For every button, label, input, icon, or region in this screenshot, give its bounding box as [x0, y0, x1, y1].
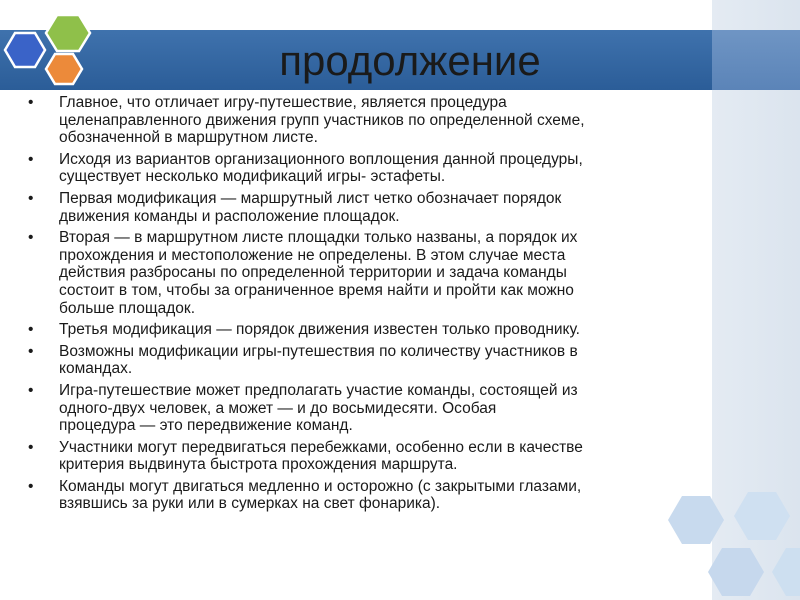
decorative-hexagon-icon	[708, 548, 764, 596]
bullet-text: Исходя из вариантов организационного воплощения данной процедуры, существует несколько модификаций игры- эстафеты.	[59, 150, 583, 186]
bullet-text: Участники могут передвигаться перебежками, особенно если в качестве критерия выдвинута быстрота прохождения маршрута.	[59, 438, 583, 474]
list-item	[28, 151, 748, 186]
bullet-icon: •	[28, 438, 34, 456]
bullet-icon: •	[28, 321, 34, 339]
bullet-text: Главное, что отличает игру-путешествие, является процедура целенаправленного движения групп участников по определенной схеме, обозначенной в маршрутном листе.	[59, 94, 585, 147]
bullet-text: Игра-путешествие может предполагать участие команды, состоящей из одного-двух человек, а может — и до восьмидесяти. Особая процедура — это передвижение команд.	[59, 381, 578, 435]
bullet-text: Возможны модификации игры-путешествия по количеству участников в командах.	[59, 342, 578, 378]
bullet-icon: •	[28, 94, 34, 111]
list-item	[28, 229, 748, 317]
bullet-icon: •	[28, 477, 34, 495]
hexagon-orange-icon	[46, 54, 82, 84]
bullet-text: Третья модификация — порядок движения известен только проводнику.	[59, 321, 580, 339]
list-item	[28, 343, 748, 378]
list-item	[28, 439, 748, 474]
bullet-icon: •	[28, 189, 34, 207]
bullet-text: Команды могут двигаться медленно и осторожно (с закрытыми глазами, взявшись за руки или в сумерках на свет фонарика).	[59, 477, 582, 513]
bullet-icon: •	[28, 150, 34, 168]
hexagon-logo-icon	[0, 14, 96, 98]
hexagon-blue-icon	[5, 33, 45, 67]
bullet-list	[28, 94, 748, 517]
title-band-light-segment	[712, 30, 800, 90]
list-item	[28, 94, 748, 147]
bullet-icon: •	[28, 342, 34, 360]
bullet-text: Вторая — в маршрутном листе площадки только названы, а порядок их прохождения и местоположение не определены. В этом случае места действия разбросаны по определенной территории и задача команды состоит в том, чтобы за ограниченное время найти и пройти как можно больше площадок.	[59, 229, 578, 317]
bullet-icon: •	[28, 229, 34, 247]
hexagon-green-icon	[46, 15, 90, 51]
bullet-text: Первая модификация — маршрутный лист четко обозначает порядок движения команды и расположение площадок.	[59, 189, 562, 225]
list-item	[28, 321, 748, 339]
list-item	[28, 190, 748, 225]
page-title: продолжение	[279, 37, 541, 84]
bullet-icon: •	[28, 381, 34, 399]
decorative-hexagon-icon	[772, 548, 800, 596]
list-item	[28, 478, 748, 513]
list-item	[28, 382, 748, 435]
